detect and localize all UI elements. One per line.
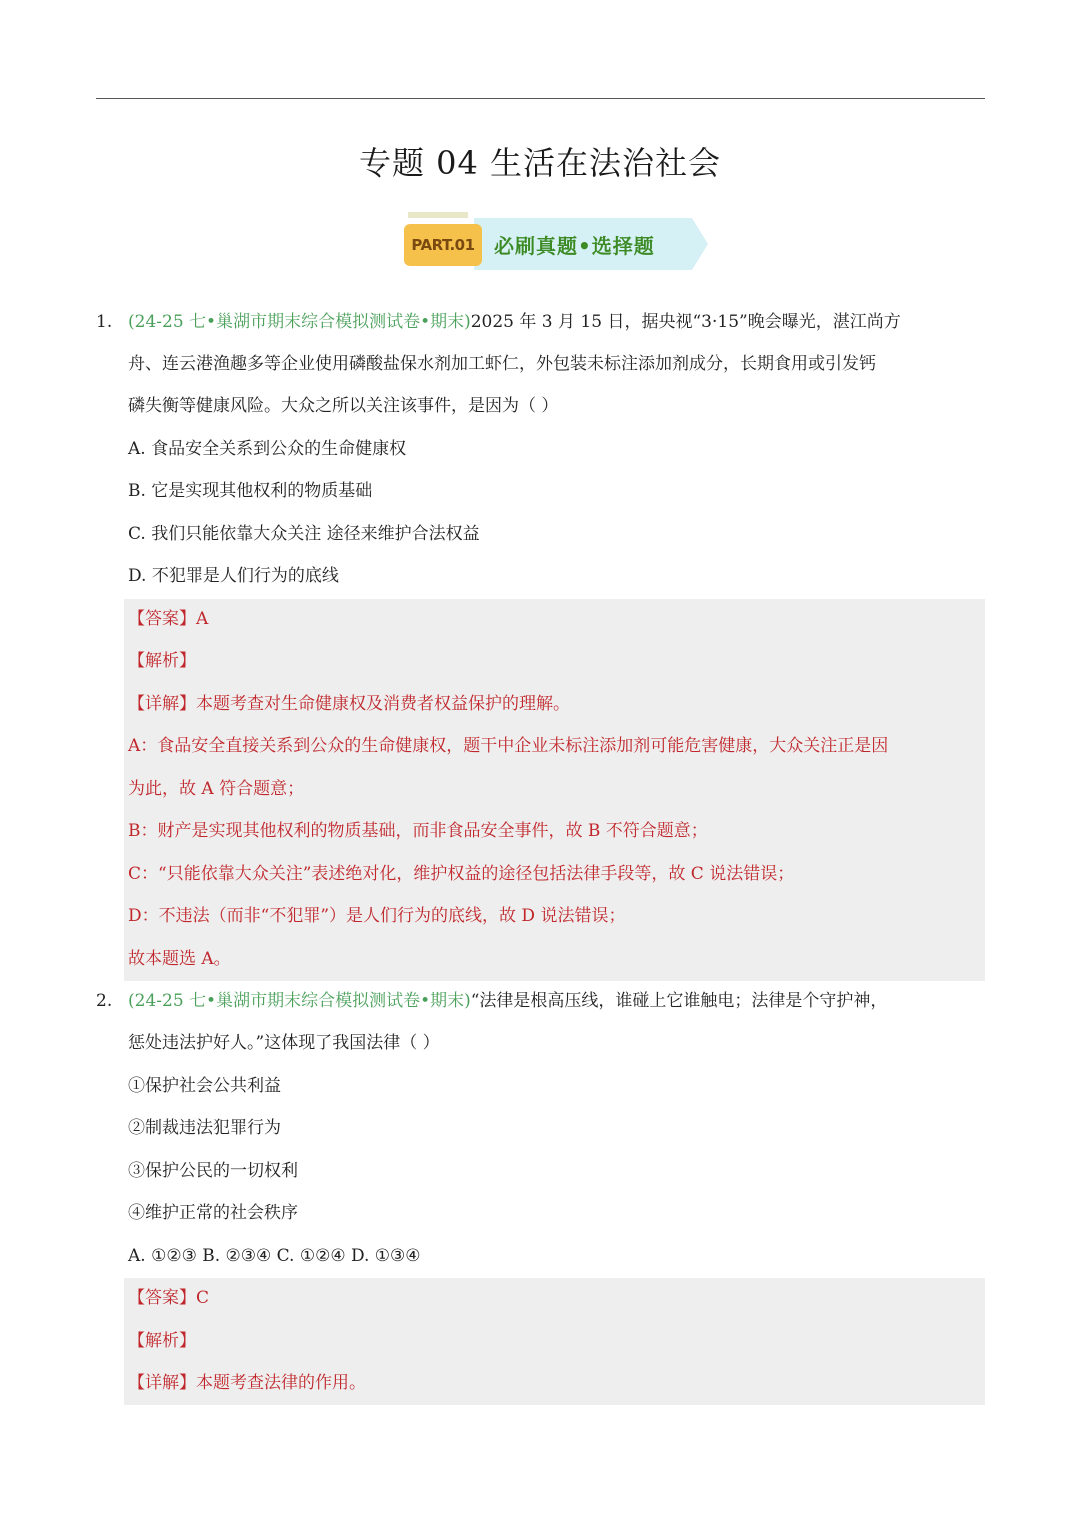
- header-rule: [96, 98, 985, 99]
- question-1-analysis: 【解析】: [128, 651, 196, 671]
- question-1-stem-line-2: 舟、连云港渔趣多等企业使用磷酸盐保水剂加工虾仁，外包装未标注添加剂成分，长期食用或引发钙: [128, 354, 876, 374]
- question-1-option-d: D. 不犯罪是人们行为的底线: [128, 566, 339, 586]
- question-2-stem-line-2: 惩处违法护好人。”这体现了我国法律（ ）: [128, 1033, 440, 1053]
- part-number: PART.01: [411, 236, 475, 254]
- question-1-detail: 【详解】本题考查对生命健康权及消费者权益保护的理解。: [128, 694, 570, 714]
- question-2-item-4: ④维护正常的社会秩序: [128, 1203, 298, 1223]
- question-2-stem-line-1: [128, 980, 887, 1022]
- question-1-source: (24-25 七•巢湖市期末综合模拟测试卷•期末): [128, 312, 471, 332]
- question-2-detail: 【详解】本题考查法律的作用。: [128, 1373, 366, 1393]
- question-1-stem-line-1: [128, 301, 901, 343]
- page-title: 专题 04 生活在法治社会: [358, 144, 722, 182]
- question-2-analysis: 【解析】: [128, 1331, 196, 1351]
- question-1-stem-line-3: 磷失衡等健康风险。大众之所以关注该事件，是因为（ ）: [128, 396, 559, 416]
- question-1-option-b: B. 它是实现其他权利的物质基础: [128, 481, 373, 501]
- question-1-explain-a-2: 为此，故 A 符合题意；: [128, 779, 305, 799]
- question-1-option-c: C. 我们只能依靠大众关注 途径来维护合法权益: [128, 524, 480, 544]
- question-2-source: (24-25 七•巢湖市期末综合模拟测试卷•期末): [128, 991, 471, 1011]
- question-1-conclusion: 故本题选 A。: [128, 949, 231, 969]
- question-number-2: 2.: [96, 991, 113, 1011]
- question-1-explain-d: D：不违法（而非“不犯罪”）是人们行为的底线，故 D 说法错误；: [128, 906, 626, 926]
- question-1-answer: 【答案】A: [128, 609, 209, 629]
- question-2-stem-1: “法律是根高压线，谁碰上它谁触电；法律是个守护神，: [470, 991, 888, 1011]
- question-1-explain-a-1: A：食品安全直接关系到公众的生命健康权，题干中企业未标注添加剂可能危害健康，大众关注正是因: [128, 736, 889, 756]
- question-2-item-3: ③保护公民的一切权利: [128, 1161, 298, 1181]
- question-1-explain-b: B：财产是实现其他权利的物质基础，而非食品安全事件，故 B 不符合题意；: [128, 821, 708, 841]
- question-1-option-a: A. 食品安全关系到公众的生命健康权: [128, 439, 407, 459]
- question-1-stem-1: 2025 年 3 月 15 日，据央视“3·15”晚会曝光，湛江尚方: [470, 312, 901, 332]
- question-2-item-1: ①保护社会公共利益: [128, 1076, 281, 1096]
- question-2-item-2: ②制裁违法犯罪行为: [128, 1118, 281, 1138]
- question-2-answer: 【答案】C: [128, 1288, 210, 1308]
- question-number-1: 1.: [96, 312, 113, 332]
- part-label: 必刷真题•选择题: [494, 234, 655, 258]
- question-2-choices: A. ①②③ B. ②③④ C. ①②④ D. ①③④: [128, 1246, 421, 1266]
- question-1-explain-c: C：“只能依靠大众关注”表述绝对化，维护权益的途径包括法律手段等，故 C 说法错误；: [128, 864, 795, 884]
- part-banner: [404, 210, 708, 270]
